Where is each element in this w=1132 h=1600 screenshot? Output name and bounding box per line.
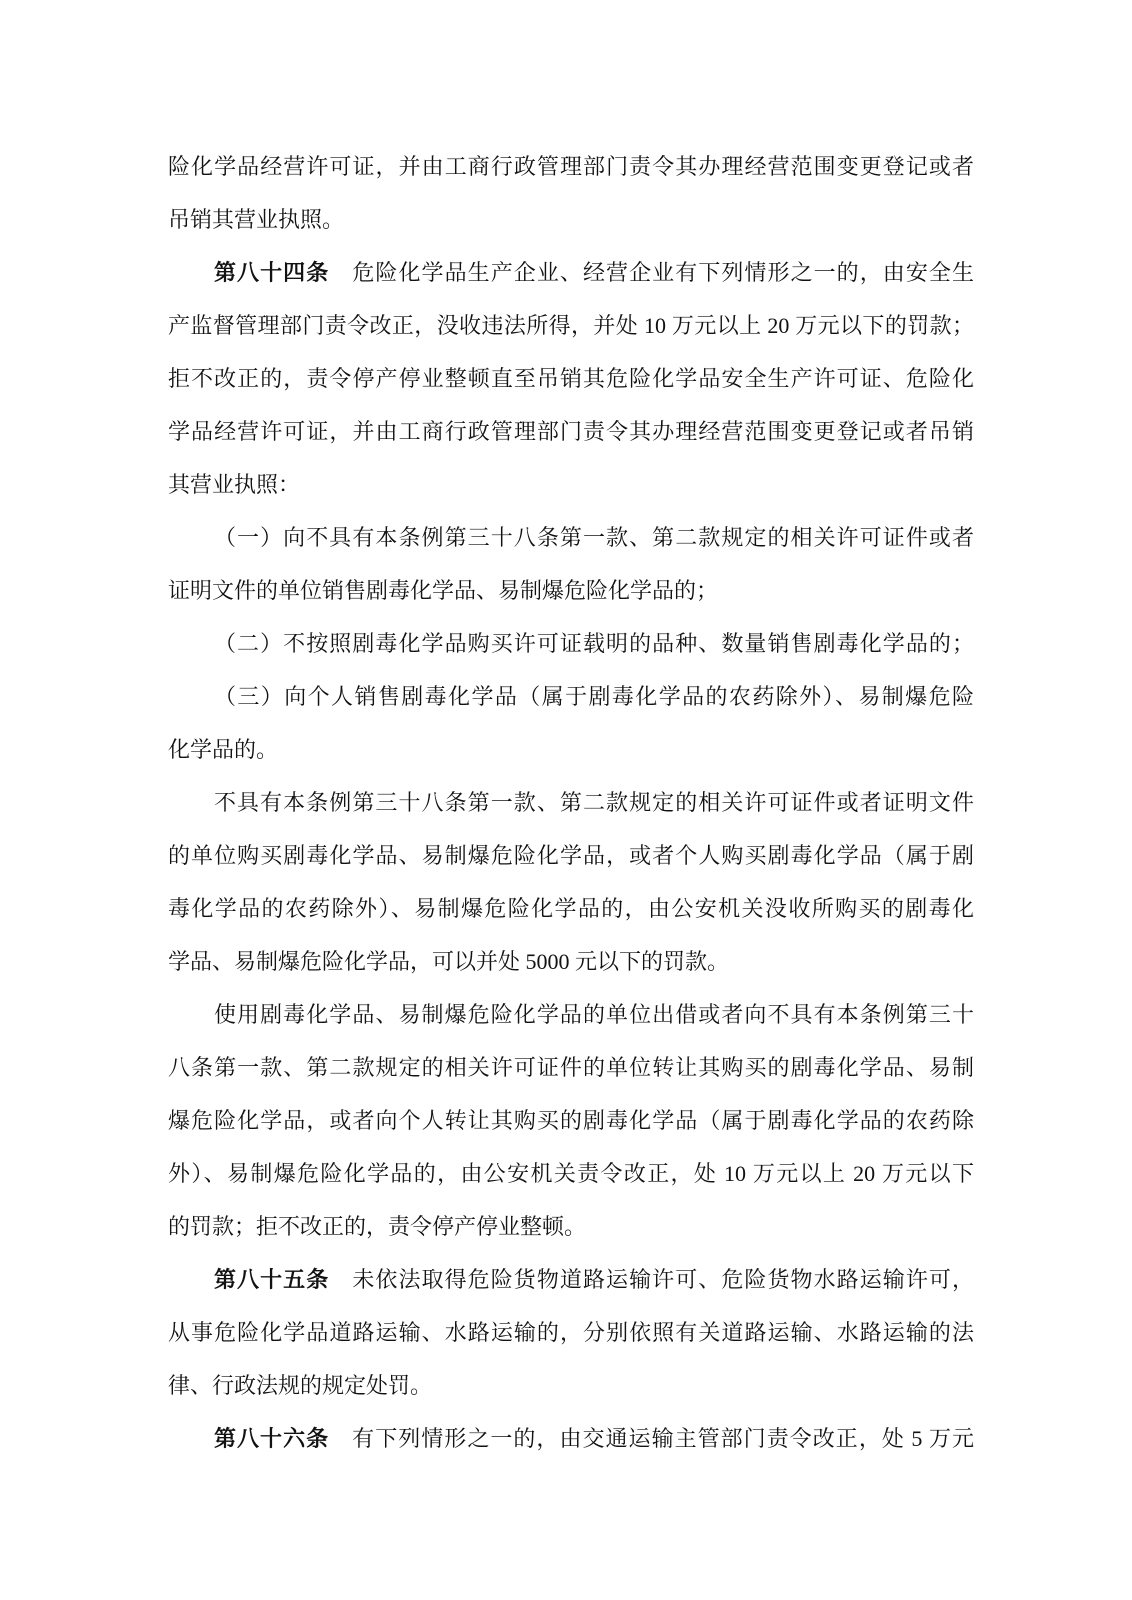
text-line: 险化学品经营许可证，并由工商行政管理部门责令其办理经营范围变更登记或者 — [168, 154, 974, 179]
para-article-86 — [168, 1412, 974, 1465]
article-number: 第八十六条 — [214, 1426, 330, 1451]
para-item-1 — [168, 511, 974, 617]
text-line: 的单位购买剧毒化学品、易制爆危险化学品，或者个人购买剧毒化学品（属于剧 — [168, 843, 974, 868]
text-line — [168, 246, 974, 299]
text-line: 爆危险化学品，或者向个人转让其购买的剧毒化学品（属于剧毒化学品的农药除 — [168, 1108, 974, 1133]
text-line: 证明文件的单位销售剧毒化学品、易制爆危险化学品的； — [168, 578, 719, 603]
article-number: 第八十四条 — [214, 260, 330, 285]
para-article-84-clause-3 — [168, 988, 974, 1253]
article-number: 第八十五条 — [214, 1267, 330, 1292]
para-article-85 — [168, 1253, 974, 1412]
para-item-3 — [168, 670, 974, 776]
text-line: 学品经营许可证，并由工商行政管理部门责令其办理经营范围变更登记或者吊销 — [168, 419, 974, 444]
line-text: 危险化学品生产企业、经营企业有下列情形之一的，由安全生 — [329, 260, 974, 285]
text-line: （二）不按照剧毒化学品购买许可证载明的品种、数量销售剧毒化学品的； — [214, 631, 974, 656]
text-line — [168, 1412, 974, 1465]
text-line: 八条第一款、第二款规定的相关许可证件的单位转让其购买的剧毒化学品、易制 — [168, 1055, 974, 1080]
text-line: 产监督管理部门责令改正，没收违法所得，并处 10 万元以上 20 万元以下的罚款； — [168, 313, 974, 338]
text-line: 外）、易制爆危险化学品的，由公安机关责令改正，处 10 万元以上 20 万元以下 — [168, 1161, 974, 1186]
para-item-2 — [168, 617, 974, 670]
text-line: 律、行政法规的规定处罚。 — [168, 1373, 433, 1398]
text-line: 从事危险化学品道路运输、水路运输的，分别依照有关道路运输、水路运输的法 — [168, 1320, 974, 1345]
para-article-84 — [168, 246, 974, 511]
para-article-84-clause-2 — [168, 776, 974, 988]
document-body — [168, 140, 974, 1465]
line-text: 未依法取得危险货物道路运输许可、危险货物水路运输许可， — [329, 1267, 974, 1292]
text-line: 拒不改正的，责令停产停业整顿直至吊销其危险化学品安全生产许可证、危险化 — [168, 366, 974, 391]
text-line: （三）向个人销售剧毒化学品（属于剧毒化学品的农药除外）、易制爆危险 — [214, 684, 974, 709]
text-line: 其营业执照： — [168, 472, 301, 497]
line-text: 有下列情形之一的，由交通运输主管部门责令改正，处 5 万元 — [329, 1426, 974, 1451]
text-line: 吊销其营业执照。 — [168, 207, 345, 232]
text-line: 不具有本条例第三十八条第一款、第二款规定的相关许可证件或者证明文件 — [214, 790, 974, 815]
text-line — [168, 1253, 974, 1306]
para-continuation-previous-page — [168, 140, 974, 246]
text-line: 化学品的。 — [168, 737, 279, 762]
text-line: （一）向不具有本条例第三十八条第一款、第二款规定的相关许可证件或者 — [214, 525, 974, 550]
text-line: 学品、易制爆危险化学品，可以并处 5000 元以下的罚款。 — [168, 949, 730, 974]
text-line: 的罚款；拒不改正的，责令停产停业整顿。 — [168, 1214, 587, 1239]
text-line: 毒化学品的农药除外）、易制爆危险化学品的，由公安机关没收所购买的剧毒化 — [168, 896, 974, 921]
text-line: 使用剧毒化学品、易制爆危险化学品的单位出借或者向不具有本条例第三十 — [214, 1002, 974, 1027]
